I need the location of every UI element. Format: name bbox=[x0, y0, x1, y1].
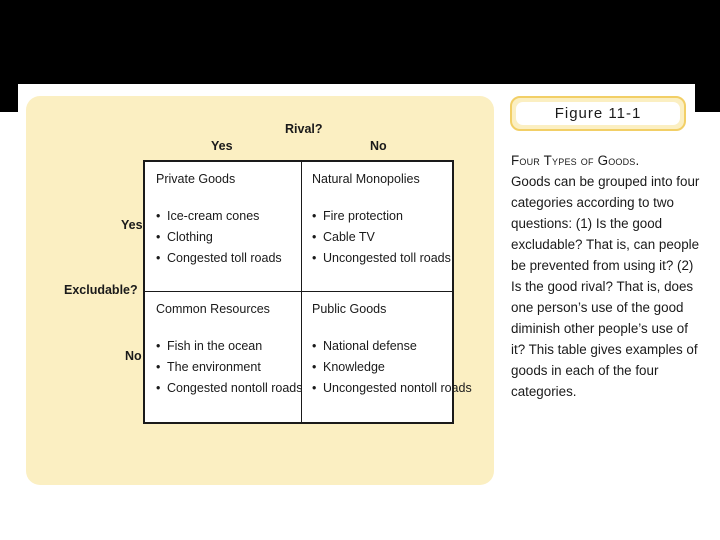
list-item: • The environment bbox=[156, 357, 306, 378]
rival-yes-label: Yes bbox=[211, 139, 233, 153]
list-item: • Cable TV bbox=[312, 227, 462, 248]
right-bar-tab bbox=[695, 84, 720, 112]
list-item: • Uncongested nontoll roads bbox=[312, 378, 462, 399]
cell-public-goods bbox=[312, 302, 472, 399]
left-bar-tab bbox=[0, 84, 18, 112]
figure-label-tab bbox=[510, 96, 686, 131]
slide-title-bar bbox=[0, 0, 720, 84]
list-item: • Fish in the ocean bbox=[156, 336, 306, 357]
list-item: • National defense bbox=[312, 336, 462, 357]
matrix-divider-horizontal bbox=[145, 291, 452, 292]
cell-common-resources bbox=[156, 302, 306, 399]
list-item: • Uncongested toll roads bbox=[312, 248, 462, 269]
list-item: • Ice-cream cones bbox=[156, 206, 306, 227]
list-item: • Fire protection bbox=[312, 206, 462, 227]
figure-caption bbox=[511, 150, 701, 402]
list-item: • Knowledge bbox=[312, 357, 462, 378]
goods-matrix bbox=[143, 160, 472, 424]
list-item: • Congested toll roads bbox=[156, 248, 306, 269]
rival-no-label: No bbox=[370, 139, 387, 153]
cell-title: Private Goods bbox=[156, 172, 236, 186]
caption-title: Four Types of Goods. bbox=[511, 153, 640, 168]
cell-title: Natural Monopolies bbox=[312, 172, 420, 186]
list-item: • Congested nontoll roads bbox=[156, 378, 306, 399]
cell-title: Public Goods bbox=[312, 302, 387, 316]
cell-private-goods bbox=[156, 172, 306, 269]
caption-body: Goods can be grouped into four categories according to two questions: (1) Is the good excludable? That is, can people be prevented from using it? (2) Is the good rival? That is, does one person’s use of the good diminish other people’s use of it? This table gives examples of goods in each of the four categories. bbox=[511, 174, 700, 399]
excludable-heading: Excludable? bbox=[64, 283, 138, 297]
cell-natural-monopolies bbox=[312, 172, 462, 269]
figure-label: Figure 11-1 bbox=[516, 102, 680, 125]
list-item: • Clothing bbox=[156, 227, 306, 248]
cell-title: Common Resources bbox=[156, 302, 270, 316]
excludable-no-label: No bbox=[125, 349, 142, 363]
rival-heading: Rival? bbox=[285, 122, 323, 136]
excludable-yes-label: Yes bbox=[121, 218, 143, 232]
